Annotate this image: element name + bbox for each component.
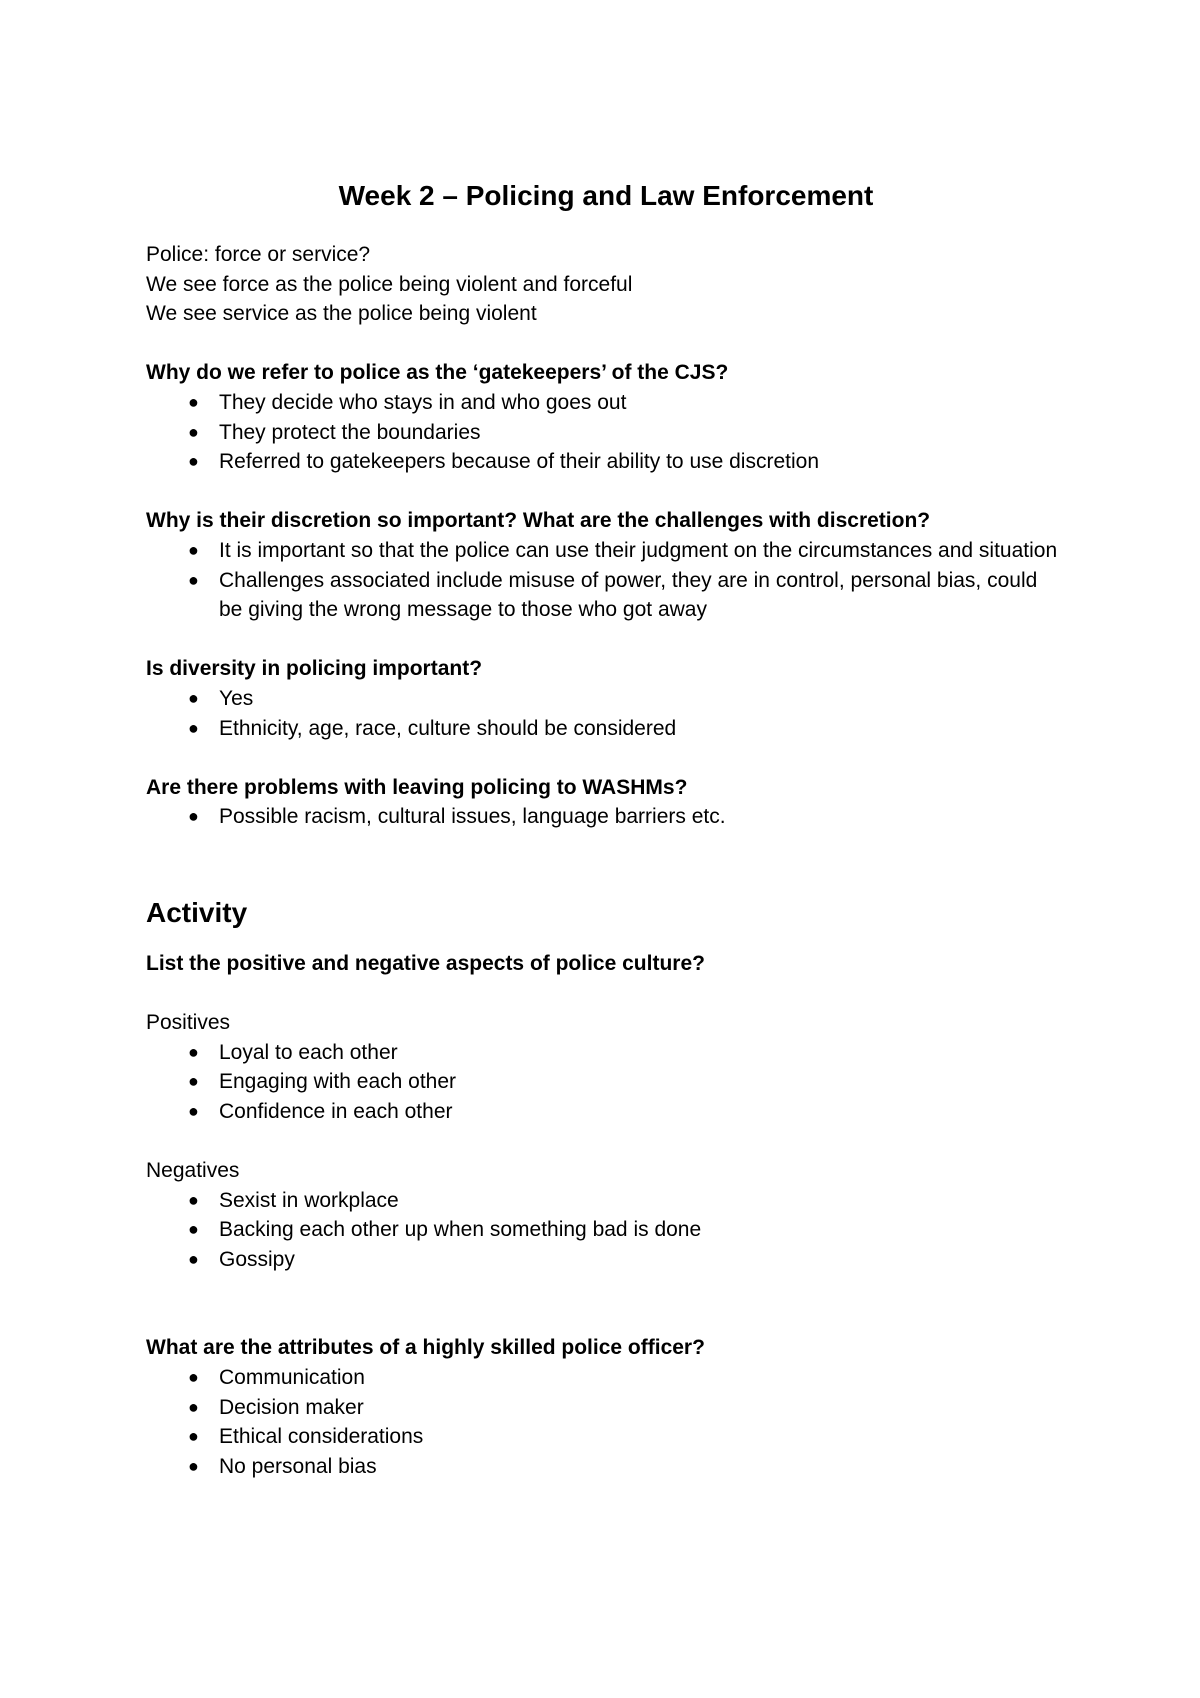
spacer (146, 978, 1066, 1008)
list-item: ● Loyal to each other (146, 1038, 1066, 1068)
question-discretion: Why is their discretion so important? What are the challenges with discretion? (146, 509, 931, 533)
question-gatekeepers: Why do we refer to police as the ‘gatekeepers’ of the CJS? (146, 361, 729, 385)
bullet-icon: ● (188, 806, 199, 827)
list-item: ● Engaging with each other (146, 1067, 1066, 1097)
intro-line-2: We see force as the police being violent and forceful (146, 272, 633, 296)
list-item: ● No personal bias (146, 1452, 1066, 1482)
question-police-culture: List the positive and negative aspects of police culture? (146, 951, 705, 975)
positives-label: Positives (146, 1011, 231, 1035)
bullet-icon: ● (188, 569, 199, 590)
diversity-list (146, 684, 1066, 743)
bullet-icon: ● (188, 421, 199, 442)
list-item: ● Communication (146, 1363, 1066, 1393)
bullet-icon: ● (188, 1071, 199, 1092)
bullet-icon: ● (188, 1426, 199, 1447)
list-item: ● Ethnicity, age, race, culture should be considered (146, 714, 1066, 744)
bullet-icon: ● (188, 687, 199, 708)
spacer (146, 832, 1066, 891)
list-item: ● Decision maker (146, 1393, 1066, 1423)
bullet-icon: ● (188, 1367, 199, 1387)
positives-list (146, 1038, 1066, 1127)
list-item: ● They decide who stays in and who goes out (146, 388, 1066, 418)
list-item: ● It is important so that the police can use their judgment on the circumstances and situation (146, 536, 1066, 566)
intro-line-3: We see service as the police being violent (146, 302, 537, 326)
list-item: ● Gossipy (146, 1245, 1066, 1275)
bullet-icon: ● (188, 1455, 199, 1476)
spacer (146, 329, 1066, 359)
bullet-icon: ● (188, 539, 199, 560)
list-item: ● Possible racism, cultural issues, language barriers etc. (146, 802, 1066, 832)
bullet-icon: ● (188, 391, 199, 412)
document-page (146, 176, 1066, 1481)
bullet-icon: ● (188, 451, 199, 472)
negatives-label: Negatives (146, 1159, 240, 1183)
intro-line-1: Police: force or service? (146, 243, 371, 266)
discretion-list (146, 536, 1066, 625)
bullet-icon: ● (188, 1219, 199, 1240)
spacer (146, 477, 1066, 507)
bullet-icon: ● (188, 1396, 199, 1417)
list-item: ● Confidence in each other (146, 1097, 1066, 1127)
list-item: ● Sexist in workplace (146, 1186, 1066, 1216)
attributes-list (146, 1363, 1066, 1481)
negatives-list (146, 1186, 1066, 1275)
spacer (146, 1126, 1066, 1156)
spacer (146, 625, 1066, 655)
bullet-icon: ● (188, 1100, 199, 1121)
spacer (146, 1274, 1066, 1333)
bullet-icon: ● (188, 717, 199, 738)
spacer (146, 743, 1066, 773)
list-item: ● Yes (146, 684, 1066, 714)
activity-heading: Activity (146, 896, 248, 928)
bullet-icon: ● (188, 1189, 199, 1210)
bullet-icon: ● (188, 1041, 199, 1062)
list-item: ● Ethical considerations (146, 1422, 1066, 1452)
washms-list (146, 802, 1066, 832)
list-item: ● Challenges associated include misuse of power, they are in control, personal bias, could be giving the wrong message to those who got away (146, 566, 1066, 625)
bullet-icon: ● (188, 1248, 199, 1269)
gatekeepers-list (146, 388, 1066, 477)
list-item: ● Backing each other up when something bad is done (146, 1215, 1066, 1245)
question-attributes: What are the attributes of a highly skilled police officer? (146, 1336, 705, 1360)
list-item: ● They protect the boundaries (146, 418, 1066, 448)
page-title: Week 2 – Policing and Law Enforcement (338, 180, 874, 211)
question-washms: Are there problems with leaving policing to WASHMs? (146, 775, 688, 799)
list-item: ● Referred to gatekeepers because of their ability to use discretion (146, 447, 1066, 477)
question-diversity: Is diversity in policing important? (146, 657, 483, 681)
